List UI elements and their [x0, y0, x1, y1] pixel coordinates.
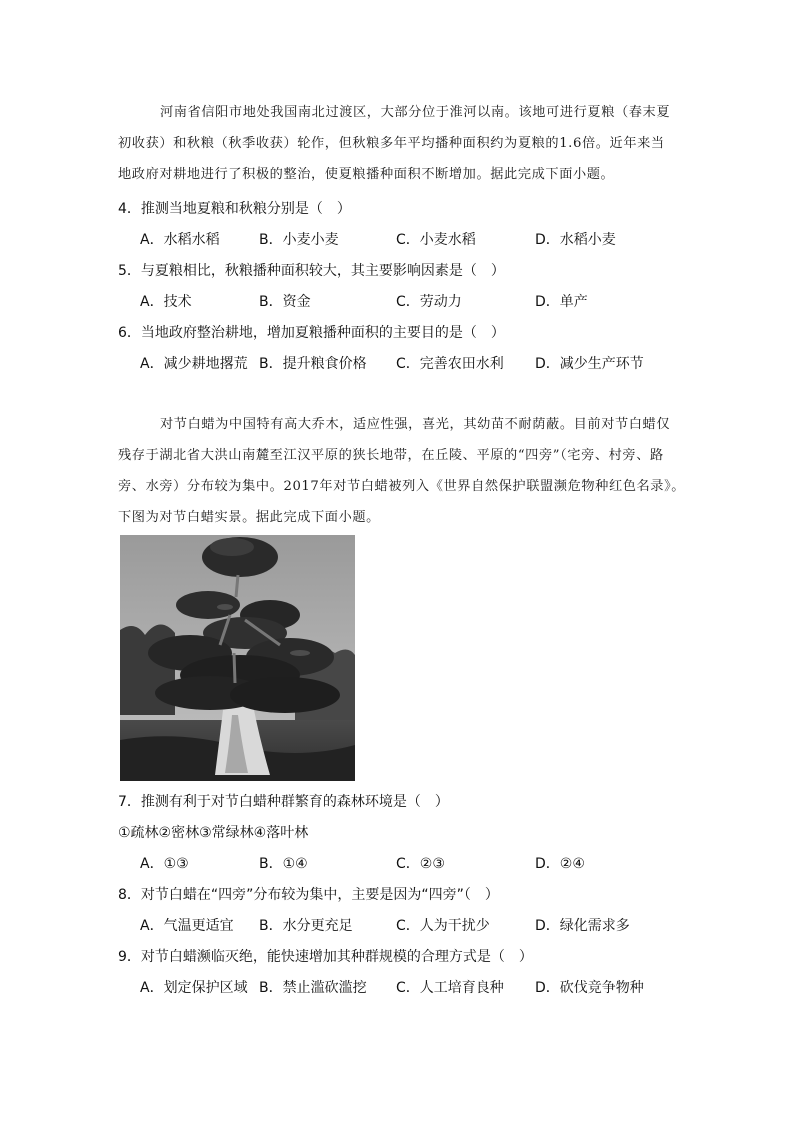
passage-1-line-1: 河南省信阳市地处我国南北过渡区，大部分位于淮河以南。该地可进行夏粮（春末夏	[160, 105, 671, 120]
question-9-option-a: A．划定保护区域	[140, 980, 248, 996]
question-8-option-b: B．水分更充足	[259, 918, 353, 934]
question-4-option-c: C．小麦水稻	[396, 232, 476, 248]
question-7-option-b: B．①④	[259, 856, 308, 872]
question-7-stem: 7．推测有利于对节白蜡种群繁育的森林环境是（ ）	[118, 794, 449, 810]
question-5-option-a: A．技术	[140, 294, 192, 310]
question-7-statements: ①疏林②密林③常绿林④落叶林	[118, 825, 309, 841]
question-4-options	[140, 229, 700, 249]
question-8-option-a: A．气温更适宜	[140, 918, 234, 934]
question-5-options	[140, 291, 700, 311]
question-7-option-c: C．②③	[396, 856, 445, 872]
question-6-option-c: C．完善农田水利	[396, 356, 504, 372]
passage-1-line-2: 初收获）和秋粮（秋季收获）轮作，但秋粮多年平均播种面积约为夏粮的1.6倍。近年来当	[118, 136, 665, 151]
question-5-option-b: B．资金	[259, 294, 311, 310]
question-5-stem: 5．与夏粮相比，秋粮播种面积较大，其主要影响因素是（ ）	[118, 263, 505, 279]
passage-2	[118, 409, 718, 533]
question-9-option-c: C．人工培育良种	[396, 980, 504, 996]
question-4-option-b: B．小麦小麦	[259, 232, 339, 248]
question-7-option-a: A．①③	[140, 856, 189, 872]
question-8-option-c: C．人为干扰少	[396, 918, 490, 934]
question-6-option-d: D．减少生产环节	[535, 356, 644, 372]
question-5-option-d: D．单产	[535, 294, 588, 310]
question-8-option-d: D．绿化需求多	[535, 918, 630, 934]
passage-2-line-2: 残存于湖北省大洪山南麓至江汉平原的狭长地带，在丘陵、平原的“四旁”（宅旁、村旁、路	[118, 448, 664, 463]
question-6-stem: 6．当地政府整治耕地，增加夏粮播种面积的主要目的是（ ）	[118, 325, 505, 341]
question-4-option-a: A．水稻水稻	[140, 232, 220, 248]
question-8-stem: 8．对节白蜡在“四旁”分布较为集中，主要是因为“四旁”（ ）	[118, 887, 499, 903]
passage-2-line-1: 对节白蜡为中国特有高大乔木，适应性强，喜光，其幼苗不耐荫蔽。目前对节白蜡仅	[160, 417, 671, 432]
passage-1	[118, 97, 698, 190]
question-4-option-d: D．水稻小麦	[535, 232, 616, 248]
question-9-option-b: B．禁止滥砍滥挖	[259, 980, 367, 996]
question-9-options	[140, 977, 700, 997]
question-6-option-b: B．提升粮食价格	[259, 356, 367, 372]
question-6-option-a: A．减少耕地撂荒	[140, 356, 248, 372]
question-5-option-c: C．劳动力	[396, 294, 462, 310]
question-8-options	[140, 915, 700, 935]
passage-2-line-3: 旁、水旁）分布较为集中。2017年对节白蜡被列入《世界自然保护联盟濒危物种红色名录》。	[118, 479, 686, 494]
passage-2-line-4: 下图为对节白蜡实景。据此完成下面小题。	[118, 510, 380, 525]
question-9-option-d: D．砍伐竞争物种	[535, 980, 644, 996]
question-7-option-d: D．②④	[535, 856, 585, 872]
tree-photo	[120, 535, 355, 781]
question-6-options	[140, 353, 700, 373]
question-4-stem: 4．推测当地夏粮和秋粮分别是（ ）	[118, 201, 351, 217]
question-9-stem: 9．对节白蜡濒临灭绝，能快速增加其种群规模的合理方式是（ ）	[118, 949, 533, 965]
question-7-options	[140, 853, 700, 873]
passage-1-line-3: 地政府对耕地进行了积极的整治，使夏粮播种面积不断增加。据此完成下面小题。	[118, 167, 615, 182]
